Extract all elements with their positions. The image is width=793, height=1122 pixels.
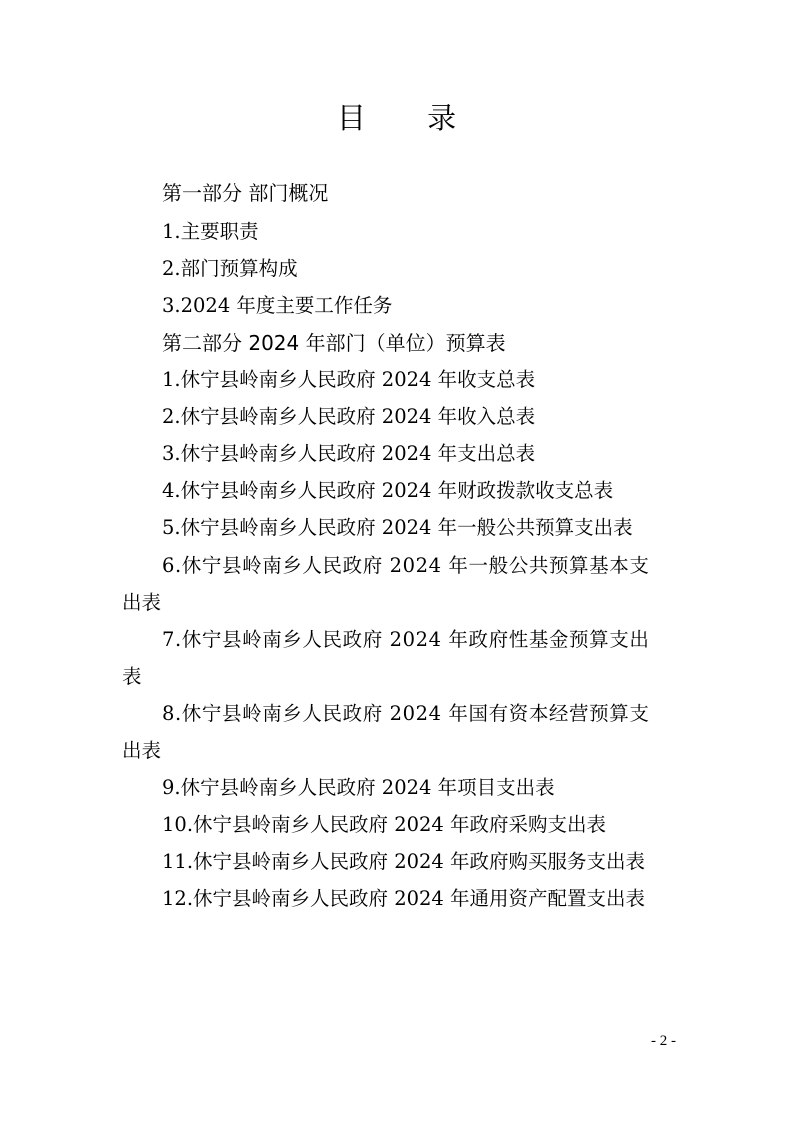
toc-item-continuation: 表	[122, 665, 142, 688]
section-heading: 第二部分 2024 年部门（单位）预算表	[162, 331, 506, 355]
toc-item: 6.休宁县岭南乡人民政府 2024 年一般公共预算基本支	[162, 554, 650, 577]
toc-item: 2.部门预算构成	[162, 257, 298, 280]
toc-item-continuation: 出表	[122, 591, 162, 614]
section-heading: 第一部分 部门概况	[162, 181, 329, 205]
toc-item: 5.休宁县岭南乡人民政府 2024 年一般公共预算支出表	[162, 516, 633, 539]
toc-item: 1.主要职责	[162, 220, 259, 243]
toc-item: 12.休宁县岭南乡人民政府 2024 年通用资产配置支出表	[162, 887, 646, 910]
toc-item: 4.休宁县岭南乡人民政府 2024 年财政拨款收支总表	[162, 479, 614, 502]
toc-item: 3.2024 年度主要工作任务	[162, 294, 393, 317]
toc-item-continuation: 出表	[122, 739, 162, 762]
toc-item: 9.休宁县岭南乡人民政府 2024 年项目支出表	[162, 776, 555, 799]
toc-item: 8.休宁县岭南乡人民政府 2024 年国有资本经营预算支	[162, 702, 650, 725]
toc-item: 7.休宁县岭南乡人民政府 2024 年政府性基金预算支出	[162, 628, 650, 651]
toc-item: 3.休宁县岭南乡人民政府 2024 年支出总表	[162, 442, 536, 465]
toc-item: 1.休宁县岭南乡人民政府 2024 年收支总表	[162, 368, 536, 391]
page-number: - 2 -	[651, 1033, 676, 1049]
toc-item: 2.休宁县岭南乡人民政府 2024 年收入总表	[162, 405, 536, 428]
toc-item: 11.休宁县岭南乡人民政府 2024 年政府购买服务支出表	[162, 850, 646, 873]
page-title: 目 录	[336, 101, 483, 135]
toc-item: 10.休宁县岭南乡人民政府 2024 年政府采购支出表	[162, 813, 607, 836]
